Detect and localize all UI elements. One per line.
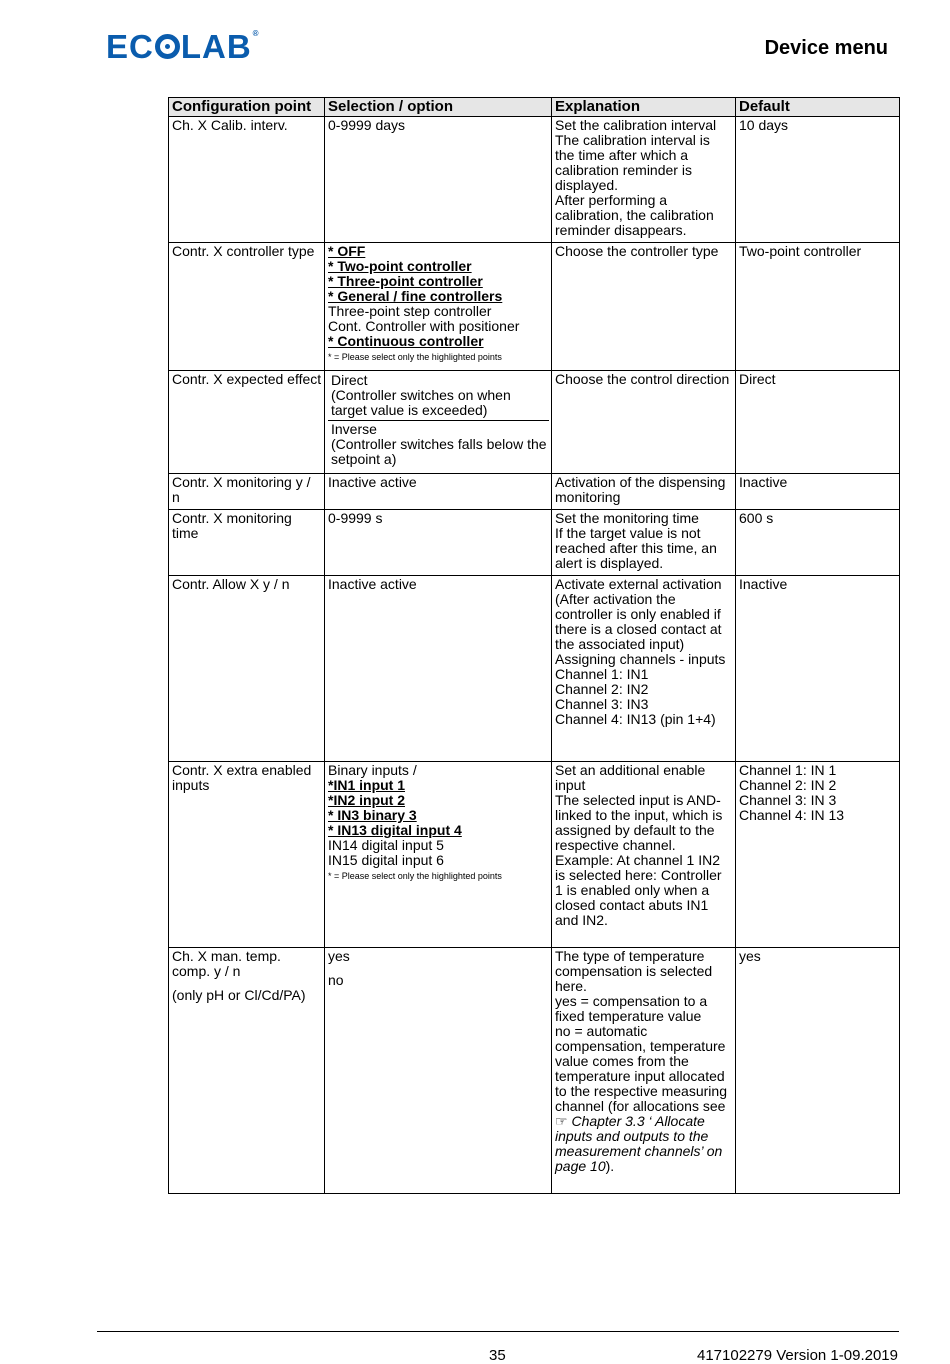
table-row	[169, 576, 900, 762]
option-highlighted: * Two-point controller	[328, 258, 472, 274]
cell-explanation: Choose the controller type	[552, 243, 736, 371]
table-row	[169, 243, 900, 371]
column-header-explanation: Explanation	[552, 98, 736, 117]
chapter-link[interactable]: Chapter 3.3 ‘ Allocate inputs and outputs to the measurement channels’ on page 10	[555, 1113, 723, 1174]
highlight-note: * = Please select only the highlighted points	[328, 871, 502, 881]
option: IN15 digital input 6	[328, 852, 444, 868]
cell-default: 10 days	[736, 117, 900, 243]
configuration-table	[168, 97, 900, 1194]
cell-default: Two-point controller	[736, 243, 900, 371]
option-highlighted: *IN2 input 2	[328, 792, 406, 808]
option-highlighted: * IN3 binary 3	[328, 807, 417, 823]
option: Three-point step controller	[328, 303, 492, 319]
option-highlighted: *IN1 input 1	[328, 777, 406, 793]
column-header-point: Configuration point	[169, 98, 325, 117]
cell-point: Contr. X monitoring y / n	[169, 474, 325, 510]
cell-option	[325, 243, 552, 371]
option: IN14 digital input 5	[328, 837, 444, 853]
cell-point: Ch. X man. temp. comp. y / n (only pH or Cl/Cd/PA)	[169, 948, 325, 1194]
option-direct: Direct (Controller switches on when target value is exceeded)	[331, 372, 511, 418]
footer-divider	[97, 1331, 899, 1332]
option-highlighted: * OFF	[328, 243, 366, 259]
cell-explanation: The type of temperature compensation is selected here. yes = compensation to a fixed temperature value no = automatic compensation, temperature value comes from the temperature input allocated to the respective measuring channel (for allocations see ☞ Chapter 3.3 ‘ Allocate inputs and outputs to the measurement channels’ on page 10).	[552, 948, 736, 1194]
cell-default: yes	[736, 948, 900, 1194]
cell-default: Inactive	[736, 474, 900, 510]
table-header-row	[169, 98, 900, 117]
ecolab-logo: EC LAB ®	[106, 28, 260, 65]
cell-option: 0-9999 days	[325, 117, 552, 243]
cell-point: Contr. X expected effect	[169, 371, 325, 474]
logo-ring	[155, 34, 180, 59]
highlight-note: * = Please select only the highlighted points	[328, 352, 502, 362]
cell-explanation: Activation of the dispensing monitoring	[552, 474, 736, 510]
pointing-hand-icon: ☞	[555, 1113, 568, 1129]
option-inverse: Inverse (Controller switches falls below the setpoint a)	[328, 420, 549, 469]
cell-point: Contr. X monitoring time	[169, 510, 325, 576]
option: Cont. Controller with positioner	[328, 318, 520, 334]
cell-option	[325, 762, 552, 948]
cell-option: Inactive active	[325, 474, 552, 510]
option-highlighted: * IN13 digital input 4	[328, 822, 462, 838]
cell-option: Inactive active	[325, 576, 552, 762]
cell-option	[325, 371, 552, 474]
cell-default: Channel 1: IN 1 Channel 2: IN 2 Channel 3: IN 3 Channel 4: IN 13	[736, 762, 900, 948]
page-number: 35	[489, 1347, 506, 1364]
page-title: Device menu	[764, 37, 888, 59]
cell-option: yes no	[325, 948, 552, 1194]
table-row	[169, 948, 900, 1194]
column-header-option: Selection / option	[325, 98, 552, 117]
document-id: 417102279 Version 1-09.2019	[696, 1347, 898, 1364]
option-highlighted: * General / fine controllers	[328, 288, 503, 304]
cell-explanation: Set the calibration interval The calibration interval is the time after which a calibration reminder is displayed. After performing a calibration, the calibration reminder disappears.	[552, 117, 736, 243]
table-row	[169, 762, 900, 948]
cell-explanation: Choose the control direction	[552, 371, 736, 474]
cell-point: Contr. X extra enabled inputs	[169, 762, 325, 948]
cell-explanation: Set an additional enable input The selected input is AND-linked to the input, which is assigned by default to the respective channel. Example: At channel 1 IN2 is selected here: Controller 1 is enabled only when a closed contact abuts IN1 and IN2.	[552, 762, 736, 948]
table-row	[169, 371, 900, 474]
cell-point: Contr. Allow X y / n	[169, 576, 325, 762]
cell-explanation: Set the monitoring time If the target value is not reached after this time, an alert is displayed.	[552, 510, 736, 576]
table-row	[169, 117, 900, 243]
cell-point: Ch. X Calib. interv.	[169, 117, 325, 243]
cell-default: Direct	[736, 371, 900, 474]
cell-option: 0-9999 s	[325, 510, 552, 576]
cell-point: Contr. X controller type	[169, 243, 325, 371]
cell-default: Inactive	[736, 576, 900, 762]
table-row	[169, 474, 900, 510]
cell-explanation: Activate external activation (After activation the controller is only enabled if there is a closed contact at the associated input) Assigning channels - inputs Channel 1: IN1 Channel 2: IN2 Channel 3: IN3 Channel 4: IN13 (pin 1+4)	[552, 576, 736, 762]
cell-default: 600 s	[736, 510, 900, 576]
option-highlighted: * Continuous controller	[328, 333, 484, 349]
option-highlighted: * Three-point controller	[328, 273, 483, 289]
table-row	[169, 510, 900, 576]
option: Binary inputs /	[328, 762, 417, 778]
column-header-default: Default	[736, 98, 900, 117]
